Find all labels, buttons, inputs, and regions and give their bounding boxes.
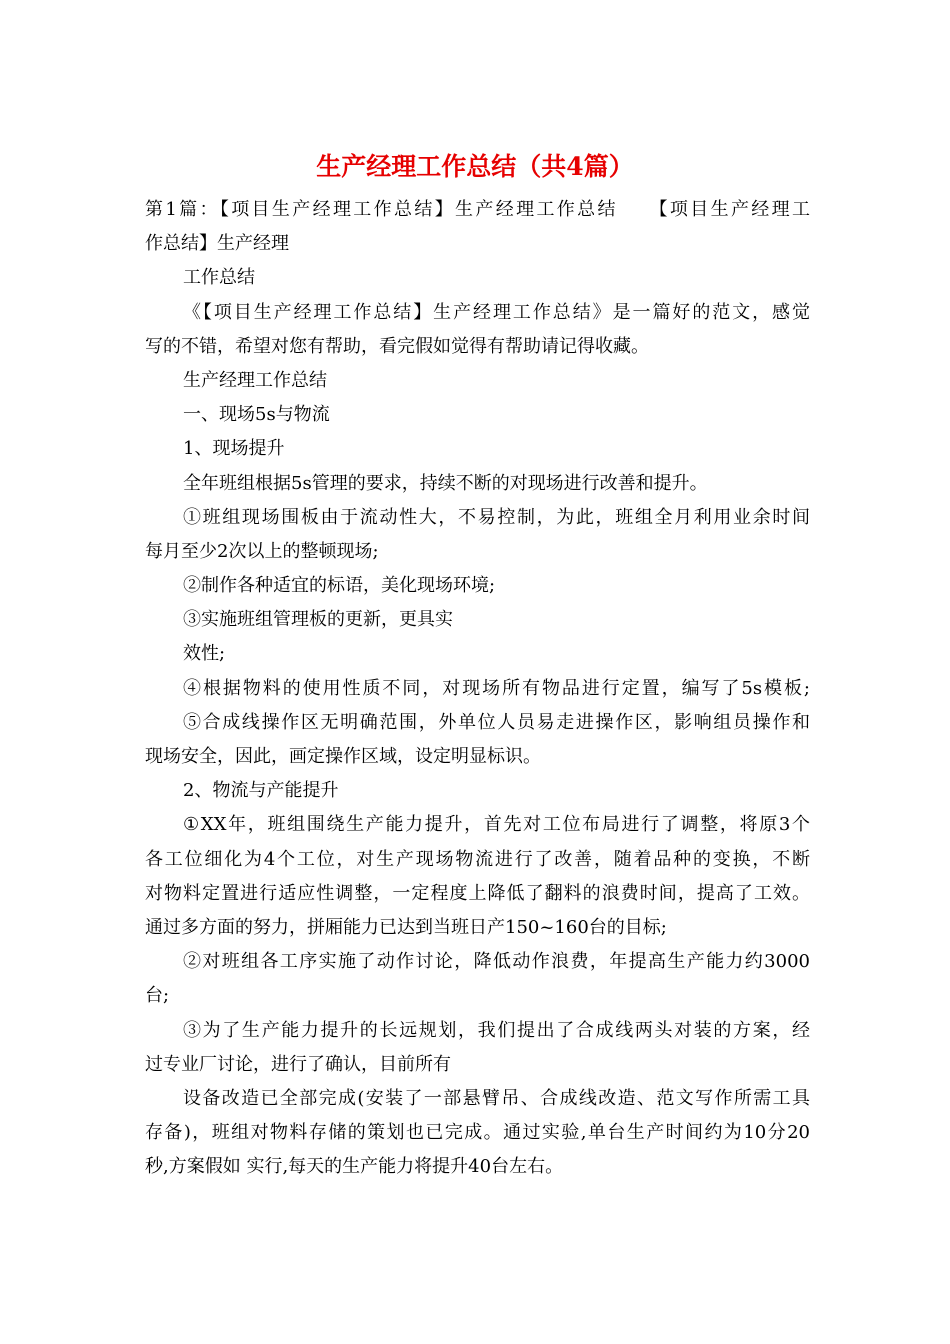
text-line: ①班组现场围板由于流动性大，不易控制，为此，班组全月利用业余时间 bbox=[183, 506, 810, 528]
text-line: 秒,方案假如 实行,每天的生产能力将提升40台左右。 bbox=[145, 1156, 564, 1178]
text-line: 现场安全，因此，画定操作区域，设定明显标识。 bbox=[145, 746, 541, 767]
text-line: 各工位细化为4个工位，对生产现场物流进行了改善，随着品种的变换，不断 bbox=[145, 848, 810, 870]
text-line: ②制作各种适宜的标语，美化现场环境; bbox=[183, 575, 496, 597]
text-line: 全年班组根据5s管理的要求，持续不断的对现场进行改善和提升。 bbox=[183, 472, 708, 494]
text-line: 每月至少2次以上的整顿现场; bbox=[145, 540, 379, 562]
text-line: 过专业厂讨论，进行了确认，目前所有 bbox=[145, 1053, 451, 1075]
text-line: ①XX年，班组围绕生产能力提升，首先对工位布局进行了调整，将原3个 bbox=[183, 814, 810, 836]
text-line: ③实施班组管理板的更新，更具实 bbox=[183, 609, 453, 631]
document-title: 生产经理工作总结（共4篇） bbox=[316, 152, 634, 181]
text-line: 2、物流与产能提升 bbox=[183, 780, 339, 802]
text-line: 设备改造已全部完成(安装了一部悬臂吊、合成线改造、范文写作所需工具 bbox=[183, 1087, 810, 1109]
text-line: 工作总结 bbox=[183, 267, 255, 289]
text-line: ④根据物料的使用性质不同，对现场所有物品进行定置，编写了5s模板; bbox=[183, 677, 810, 699]
text-line: ③为了生产能力提升的长远规划，我们提出了合成线两头对装的方案，经 bbox=[183, 1019, 810, 1041]
text-line: 存备)，班组对物料存储的策划也已完成。通过实验,单台生产时间约为10分20 bbox=[145, 1122, 810, 1144]
text-line: 通过多方面的努力，拼厢能力已达到当班日产150~160台的目标; bbox=[145, 916, 667, 938]
text-line: 一、现场5s与物流 bbox=[183, 404, 330, 426]
text-line: ②对班组各工序实施了动作讨论，降低动作浪费，年提高生产能力约3000 bbox=[183, 951, 810, 973]
text-line: 《【项目生产经理工作总结】生产经理工作总结》是一篇好的范文，感觉 bbox=[183, 301, 810, 323]
text-line: 台; bbox=[145, 985, 170, 1007]
text-line: 1、现场提升 bbox=[183, 438, 285, 460]
text-line: 生产经理工作总结 bbox=[183, 369, 327, 391]
text-line: 写的不错，希望对您有帮助，看完假如觉得有帮助请记得收藏。 bbox=[145, 335, 649, 357]
text-line: 效性; bbox=[183, 643, 226, 665]
text-line: 对物料定置进行适应性调整，一定程度上降低了翻料的浪费时间，提高了工效。 bbox=[145, 882, 810, 904]
document-body bbox=[145, 193, 810, 1184]
text-line: 第1篇：【项目生产经理工作总结】生产经理工作总结 【项目生产经理工 bbox=[145, 199, 810, 220]
text-line: ⑤合成线操作区无明确范围，外单位人员易走进操作区，影响组员操作和 bbox=[183, 711, 810, 733]
text-line: 作总结】生产经理 bbox=[145, 233, 289, 255]
